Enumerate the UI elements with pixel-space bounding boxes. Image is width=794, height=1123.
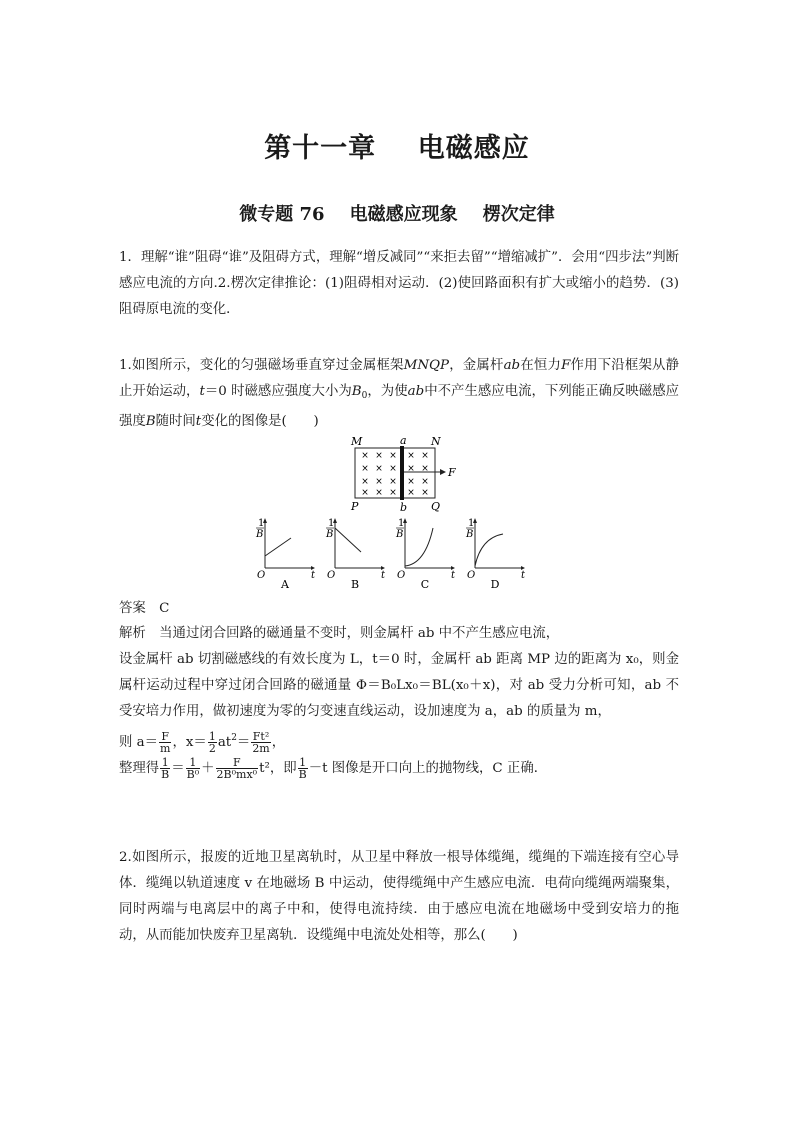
y-label-num: 1: [258, 518, 265, 529]
field-cross: ×: [375, 464, 383, 474]
field-cross: ×: [421, 464, 429, 474]
frac-num: 1: [299, 756, 307, 769]
frac-num: 1: [161, 756, 169, 769]
label-P: P: [351, 500, 359, 513]
q1-text: 在恒力: [520, 358, 562, 373]
q1-var: B: [351, 384, 362, 399]
x-label: t: [521, 570, 526, 581]
solution-line-3: [119, 725, 679, 756]
field-cross: ×: [421, 488, 429, 498]
magnetic-field-crosses: [361, 451, 429, 498]
q1-sub: 0: [361, 391, 368, 401]
field-cross: ×: [407, 451, 415, 461]
field-cross: ×: [389, 451, 397, 461]
fraction: [208, 731, 217, 754]
graph-curve: [405, 528, 433, 566]
frac-num: F: [216, 757, 259, 769]
question-1: [119, 353, 679, 435]
frac-den: B: [161, 768, 170, 781]
s4-plus: ＋: [201, 761, 215, 776]
s3-mid2: at: [217, 735, 232, 750]
s3-mid3: ＝: [236, 735, 251, 750]
field-cross: ×: [407, 477, 415, 487]
q1-var: t: [199, 384, 205, 399]
label-M: M: [351, 435, 363, 448]
s3-prefix: 则 a＝: [119, 735, 159, 750]
q1-text: ＝0 时磁感应强度大小为: [204, 384, 352, 399]
answer-label: 答案: [119, 601, 146, 616]
s3-sup: 2: [231, 733, 237, 743]
s4-t2: t²，即: [259, 761, 297, 776]
y-label-den: B: [466, 529, 474, 540]
field-cross: ×: [375, 488, 383, 498]
graph-option-c: [395, 518, 456, 591]
x-label: t: [451, 570, 456, 581]
solution-line-4: [119, 756, 679, 782]
q1-text: ，为使: [367, 384, 408, 399]
solution: [119, 621, 679, 782]
section-title: 微专题 76 电磁感应现象 楞次定律: [239, 204, 555, 225]
y-label-num: 1: [328, 518, 335, 529]
field-cross: ×: [421, 451, 429, 461]
label-F: F: [448, 466, 456, 479]
fraction: [216, 757, 259, 780]
y-label-num: 1: [468, 518, 475, 529]
frac-den: m: [160, 742, 171, 755]
fraction: [298, 757, 308, 780]
frac-num: Ft²: [252, 730, 270, 743]
option-label: C: [420, 578, 430, 591]
fraction: [186, 757, 201, 780]
frac-den: 2m: [252, 742, 270, 755]
field-cross: ×: [375, 451, 383, 461]
q1-text: 作用下沿框架从静止开始运动，: [119, 358, 680, 399]
origin-label: O: [257, 570, 266, 581]
answer-line: [119, 597, 169, 616]
q1-text: 1.如图所示，变化的匀强磁场垂直穿过金属框架: [119, 358, 404, 373]
s3-end: ，: [271, 735, 286, 750]
s4-eq: ＝: [171, 761, 185, 776]
graph-option-a: [255, 518, 316, 591]
field-cross: ×: [389, 477, 397, 487]
solution-line-2: 设金属杆 ab 切割磁感线的有效长度为 L，t＝0 时，金属杆 ab 距离 MP 边的距离为 x₀，则金属杆运动过程中穿过闭合回路的磁通量 Φ＝B₀Lx₀＝BL(x₀＋x)，对 ab 受力分析可知，ab 不受安培力作用，做初速度为零的匀变速直线运动，设加速度为 a，ab 的质量为 m，: [119, 652, 679, 719]
field-cross: ×: [421, 477, 429, 487]
q1-text: ，金属杆: [449, 358, 504, 373]
field-cross: ×: [361, 464, 369, 474]
s4-prefix: 整理得: [119, 761, 160, 776]
solution-line-1: 当通过闭合回路的磁通量不变时，则金属杆 ab 中不产生感应电流，: [159, 626, 560, 641]
q1-var: F: [561, 358, 571, 373]
frame-diagram: [350, 434, 456, 514]
frac-den: B⁰: [186, 768, 200, 781]
field-cross: ×: [407, 464, 415, 474]
frac-den: B: [298, 768, 307, 781]
x-label: t: [311, 570, 316, 581]
y-label-num: 1: [398, 518, 405, 529]
chapter-title: 第十一章 电磁感应: [264, 133, 530, 164]
graph-option-d: [465, 518, 526, 591]
q1-text: 变化的图像是( ): [201, 414, 319, 429]
field-cross: ×: [375, 477, 383, 487]
fraction: [160, 757, 170, 780]
y-label-den: B: [396, 529, 404, 540]
q1-var: MNQP: [403, 358, 450, 373]
field-cross: ×: [407, 488, 415, 498]
intro-paragraph: 1．理解“谁”阻碍“谁”及阻碍方式，理解“增反减同”“来拒去留”“增缩减扩”．会用“四步法”判断感应电流的方向.2.楞次定律推论：(1)阻碍相对运动．(2)使回路面积有扩大或缩小的趋势．(3)阻碍原电流的变化．: [119, 250, 679, 317]
field-cross: ×: [361, 477, 369, 487]
option-label: D: [490, 578, 500, 591]
option-label: B: [350, 578, 360, 591]
q1-var: ab: [503, 358, 521, 373]
q1-var: ab: [407, 384, 425, 399]
origin-label: O: [467, 570, 476, 581]
option-label: A: [281, 578, 289, 591]
label-a: a: [400, 434, 407, 447]
fraction: [159, 731, 171, 754]
q1-text: 中不产生感应电流，下列能正确反映磁感应强度: [119, 384, 680, 429]
y-label-den: B: [256, 529, 264, 540]
frac-den: 2B⁰mx⁰: [216, 768, 258, 781]
graph-option-b: [325, 518, 386, 591]
x-label: t: [381, 570, 386, 581]
graph-curve: [265, 538, 291, 556]
solution-label: 解析: [119, 626, 146, 641]
graph-options: [255, 514, 526, 591]
field-cross: ×: [389, 488, 397, 498]
s3-mid1: ，x＝: [172, 735, 207, 750]
origin-label: O: [397, 570, 406, 581]
frac-num: 1: [186, 757, 201, 769]
fraction: [251, 731, 270, 754]
frac-den: 2: [208, 742, 216, 755]
label-b: b: [400, 501, 408, 514]
s4-end: －t 图像是开口向上的抛物线，C 正确．: [308, 761, 548, 776]
frac-num: 1: [208, 730, 216, 743]
q1-text: 随时间: [155, 414, 196, 429]
answer-value: C: [159, 601, 170, 616]
y-label-den: B: [326, 529, 334, 540]
frac-num: F: [159, 731, 171, 743]
origin-label: O: [327, 570, 336, 581]
graph-curve: [335, 528, 361, 552]
q1-var: B: [145, 414, 156, 429]
q1-var: t: [195, 414, 202, 429]
graph-curve: [475, 534, 503, 566]
label-N: N: [431, 435, 441, 448]
field-cross: ×: [361, 451, 369, 461]
question-2: 2.如图所示，报废的近地卫星离轨时，从卫星中释放一根导体缆绳，缆绳的下端连接有空心导体．缆绳以轨道速度 v 在地磁场 B 中运动，使得缆绳中产生感应电流．电荷向缆绳两端聚集，同时两端与电离层中的离子中和，使得电流持续．由于感应电流在地磁场中受到安培力的拖动，从而能加快废弃卫星离轨．设缆绳中电流处处相等，那么( ): [119, 850, 679, 943]
field-cross: ×: [361, 488, 369, 498]
label-Q: Q: [431, 500, 441, 513]
field-cross: ×: [389, 464, 397, 474]
